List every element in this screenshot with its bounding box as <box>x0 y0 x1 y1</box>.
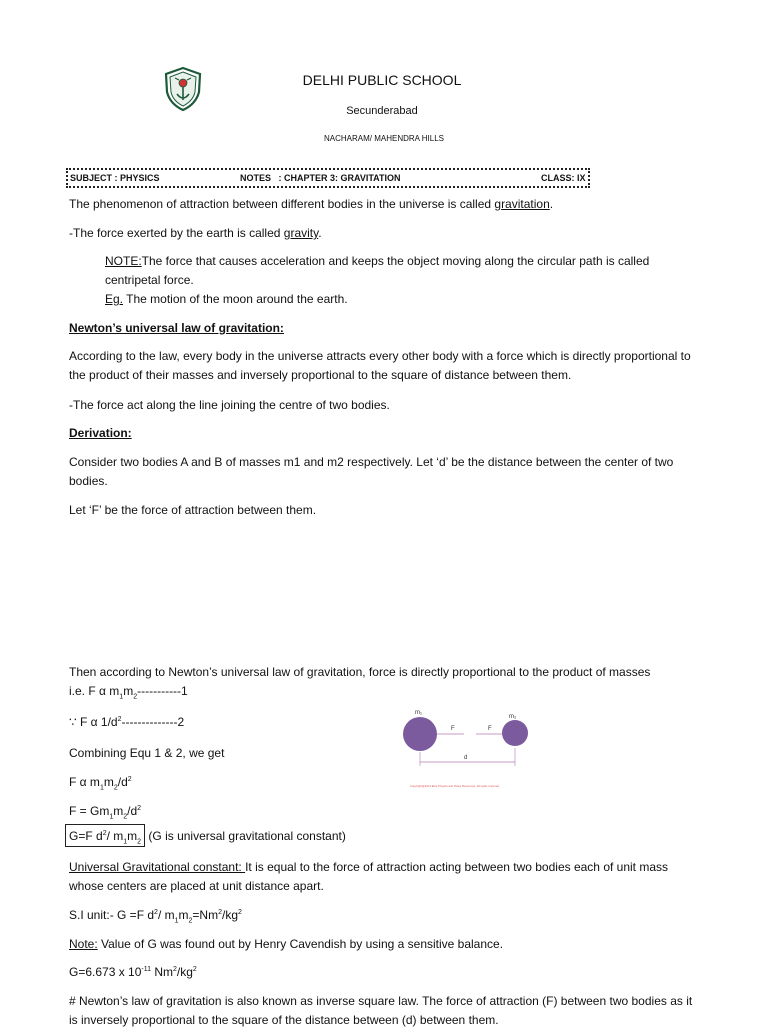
eq-text: /kg <box>222 908 239 922</box>
equation-1: i.e. F α $m_1m_2-----------1$ <box>69 684 188 701</box>
equation-3: F α $m_1m_2/d^2$ <box>69 775 132 792</box>
text: . <box>318 226 322 240</box>
eq-text: =Nm <box>192 908 219 922</box>
eq-text: --------------2 <box>121 715 185 729</box>
sup: -11 <box>141 966 151 973</box>
consider-bodies: Consider two bodies A and B of masses m1 and m2 respectively. Let ‘d’ be the distance between the center of two bodies. <box>69 455 674 488</box>
ugc-definition <box>69 858 689 896</box>
cavendish-note <box>69 935 503 954</box>
sup: 2 <box>117 716 122 723</box>
diagram-copyright: Copyright@2014 Elite Physics and Notes Resources. All rights reserved <box>410 784 500 788</box>
sup: 2 <box>238 909 242 916</box>
school-name: DELHI PUBLIC SCHOOL <box>302 72 462 88</box>
ugc-label: Universal Gravitational constant: <box>69 860 246 874</box>
sub: 1 <box>123 838 128 846</box>
subject-info-box <box>66 168 590 188</box>
sup: 2 <box>102 830 107 837</box>
eq-text: G=F d <box>69 829 103 843</box>
g-value-line <box>69 963 197 982</box>
g-formula-box: G=F $d^2/$ $m_1m_2$ <box>65 824 145 847</box>
class-label: CLASS: IX <box>541 173 586 183</box>
gravitation-definition <box>69 195 553 214</box>
force-label-2: F <box>488 726 492 732</box>
sup: 2 <box>173 966 177 973</box>
mass-2-body <box>502 720 528 746</box>
text: The phenomenon of attraction between different bodies in the universe is called <box>69 197 495 211</box>
equation-4: $F = Gm_1m_2/d^2$ <box>69 804 142 821</box>
eq-text: / m <box>106 829 124 843</box>
eq-text: ∵ F α 1/d <box>69 715 118 729</box>
note2-label: Note: <box>69 937 98 951</box>
eq-text: F = Gm <box>69 804 110 818</box>
two-masses-diagram <box>396 700 536 795</box>
combining-equations: Combining Equ 1 & 2, we get <box>69 746 225 760</box>
school-city: Secunderabad <box>346 105 418 117</box>
eq-text: S.I unit:- G =F d <box>69 908 155 922</box>
then-according: Then according to Newton’s universal law of gravitation, force is directly proportional to the product of masses <box>69 665 651 679</box>
eq-text: -----------1 <box>137 684 188 698</box>
eq-text: G=6.673 x 10 <box>69 965 142 979</box>
sub: 2 <box>137 838 142 846</box>
text: . <box>549 197 554 211</box>
note-label: NOTE: <box>105 254 142 268</box>
note-text: The force that causes acceleration and keeps the object moving along the circular path is called centripetal force. <box>105 254 650 287</box>
sub: 1 <box>99 784 104 792</box>
sub: 2 <box>188 917 193 925</box>
eq-text: i.e. F α m <box>69 684 120 698</box>
mass-1-body <box>403 717 437 751</box>
sub: 1 <box>109 813 114 821</box>
si-unit-line: S.I unit:- G =F $d^2/$ $m_1m_2=Nm^2/kg^2$ <box>69 908 242 925</box>
term-gravity: gravity <box>283 226 319 240</box>
eq-text: Nm <box>151 965 173 979</box>
gravity-definition <box>69 224 322 243</box>
sup: 2 <box>127 776 132 783</box>
ugc-text: It is equal to the force of attraction acting between two bodies each of unit mass whose centers are placed at unit distance apart. <box>69 860 669 893</box>
sub: 2 <box>123 813 128 821</box>
sup: 2 <box>192 966 197 973</box>
m2-label: m₂ <box>509 714 517 720</box>
m1-label: m₁ <box>415 710 423 716</box>
eg-label: Eg. <box>105 292 124 306</box>
notes-chapter-label: NOTES : CHAPTER 3: GRAVITATION <box>240 173 401 183</box>
sub: 2 <box>133 693 138 701</box>
equation-2 <box>69 713 184 732</box>
g-formula-line <box>65 827 346 846</box>
sup: 2 <box>218 909 222 916</box>
gravitation-diagram <box>396 700 536 795</box>
g-note: (G is universal gravitational constant) <box>145 829 346 843</box>
sup: 2 <box>137 805 142 812</box>
sub: 2 <box>113 784 118 792</box>
sub: 1 <box>119 693 124 701</box>
newton-law-heading: Newton’s universal law of gravitation: <box>69 321 284 335</box>
eq-text: / m <box>157 908 175 922</box>
distance-label: d <box>464 755 468 761</box>
eg-text: The motion of the moon around the earth. <box>123 292 348 306</box>
force-label-1: F <box>451 726 455 732</box>
inverse-square-law: # Newton’s law of gravitation is also known as inverse square law. The force of attraction (F) between two bodies as it is inversely proportional to the square of the distance between (d) between them. <box>69 994 693 1027</box>
sub: 1 <box>174 917 179 925</box>
eq-text: F α m <box>69 775 100 789</box>
sup: 2 <box>154 909 158 916</box>
subject-label: SUBJECT : PHYSICS <box>70 173 160 183</box>
newton-law-statement: According to the law, every body in the universe attracts every other body with a force which is directly proportional to the product of their masses and inversely proportional to the square of distance between them. <box>69 349 691 382</box>
example-line <box>105 290 348 309</box>
eq-text: /kg <box>176 965 193 979</box>
note2-text: Value of G was found out by Henry Cavendish by using a sensitive balance. <box>97 937 504 951</box>
centripetal-note <box>105 252 685 290</box>
school-branches: NACHARAM/ MAHENDRA HILLS <box>323 134 445 143</box>
text: -The force exerted by the earth is called <box>69 226 284 240</box>
term-gravitation: gravitation <box>494 197 550 211</box>
derivation-heading: Derivation: <box>69 426 132 440</box>
force-line-statement: -The force act along the line joining the centre of two bodies. <box>69 398 390 412</box>
let-f-statement: Let ‘F’ be the force of attraction between them. <box>69 503 317 517</box>
